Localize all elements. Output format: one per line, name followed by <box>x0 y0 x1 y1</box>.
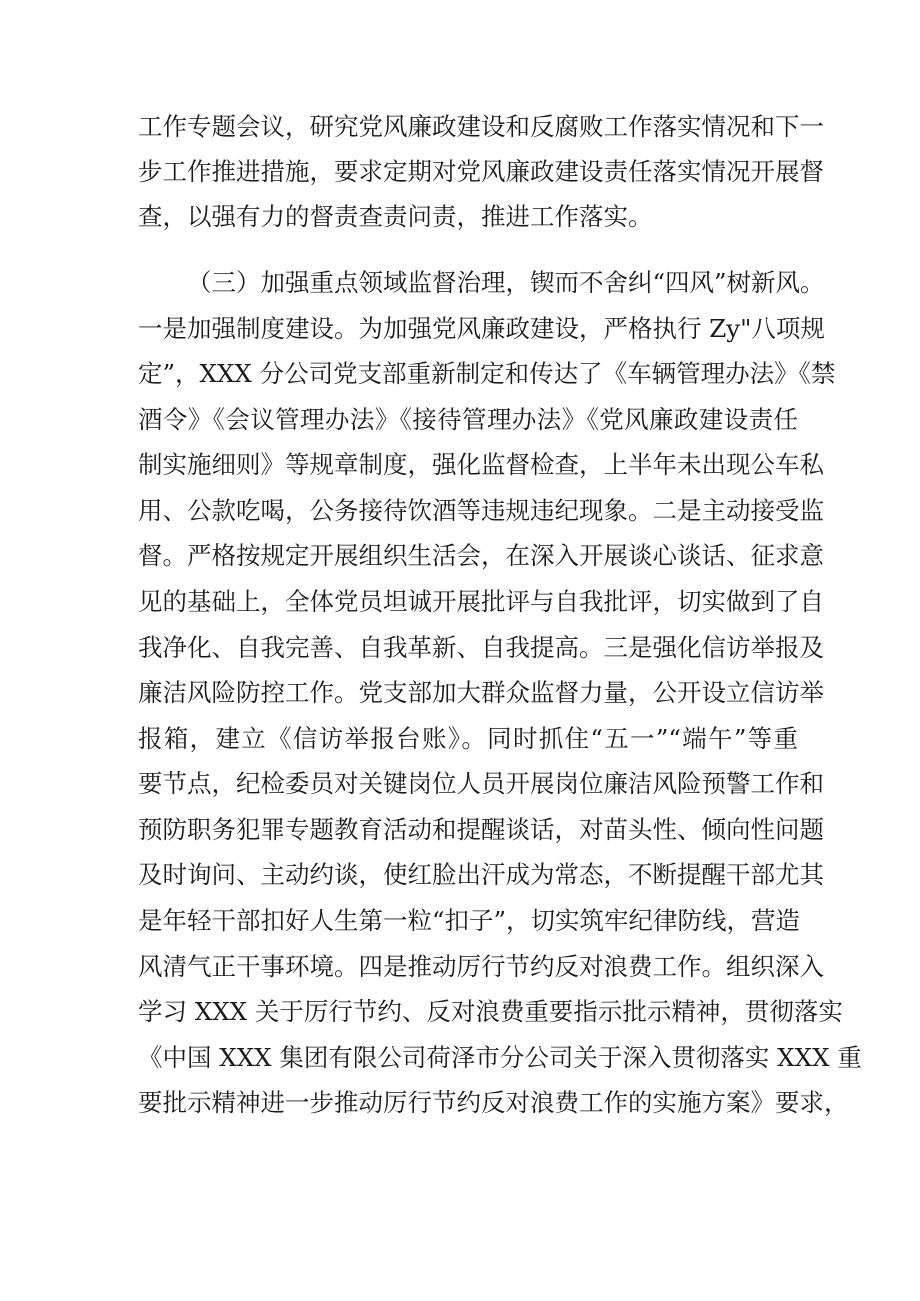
paragraph-line: 酒令》《会议管理办法》《接待管理办法》《党风廉政建设责任 <box>138 405 798 434</box>
section-heading-line: （三）加强重点领域监督治理，锲而不舍纠“四风”树新风。 <box>187 268 825 297</box>
paragraph-line: 定”，XXX 分公司党支部重新制定和传达了《车辆管理办法》《禁 <box>138 359 836 388</box>
paragraph-line: 要节点，纪检委员对关键岗位人员开展岗位廉洁风险预警工作和 <box>138 769 824 798</box>
paragraph-line: 要批示精神进一步推动厉行节约反对浪费工作的实施方案》要求， <box>138 1088 849 1117</box>
paragraph-line: 风清气正干事环境。四是推动厉行节约反对浪费工作。组织深入 <box>138 952 824 981</box>
paragraph-line: 及时询问、主动约谈，使红脸出汗成为常态，不断提醒干部尤其 <box>138 860 824 889</box>
paragraph-line: 《中国 XXX 集团有限公司荷泽市分公司关于深入贯彻落实 XXX 重 <box>138 1043 862 1072</box>
paragraph-line: 一是加强制度建设。为加强党风廉政建设，严格执行 Zy"八项规 <box>138 314 825 343</box>
paragraph-line: 工作专题会议，研究党风廉政建设和反腐败工作落实情况和下一 <box>138 112 824 141</box>
paragraph-line: 报箱，建立《信访举报台账》。同时抓住“五一”“端午”等重 <box>138 724 798 753</box>
paragraph-line: 预防职务犯罪专题教育活动和提醒谈话，对苗头性、倾向性问题 <box>138 815 824 844</box>
paragraph-line: 廉洁风险防控工作。党支部加大群众监督力量，公开设立信访举 <box>138 678 824 707</box>
paragraph-line: 我净化、自我完善、自我革新、自我提高。三是强化信访举报及 <box>138 633 824 662</box>
paragraph-line: 是年轻干部扣好人生第一粒“扣子”，切实筑牢纪律防线，营造 <box>138 906 801 935</box>
paragraph-line: 步工作推进措施，要求定期对党风廉政建设责任落实情况开展督 <box>138 157 824 186</box>
paragraph-line: 查，以强有力的督责查责问责，推进工作落实。 <box>138 202 653 231</box>
paragraph-line: 督。严格按规定开展组织生活会，在深入开展谈心谈话、征求意 <box>138 541 824 570</box>
paragraph-line: 制实施细则》等规章制度，强化监督检查，上半年未出现公车私 <box>138 450 824 479</box>
paragraph-line: 用、公款吃喝，公务接待饮酒等违规违纪现象。二是主动接受监 <box>138 496 824 525</box>
paragraph-line: 学习 XXX 关于厉行节约、反对浪费重要指示批示精神，贯彻落实 <box>138 997 843 1026</box>
paragraph-line: 见的基础上，全体党员坦诚开展批评与自我批评，切实做到了自 <box>138 587 824 616</box>
